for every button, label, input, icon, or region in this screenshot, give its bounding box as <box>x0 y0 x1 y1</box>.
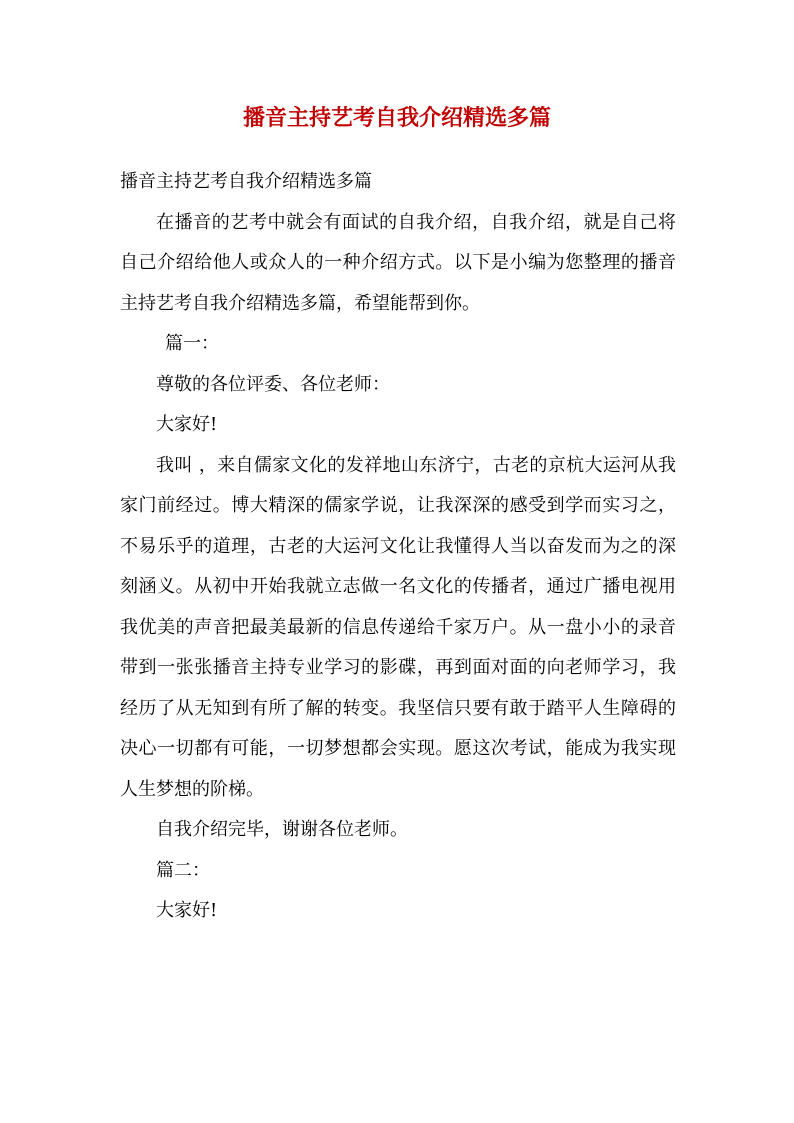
section-heading-1: 篇一： <box>165 333 219 354</box>
hello-line-1: 大家好! <box>156 414 218 435</box>
greeting-teachers: 尊敬的各位评委、各位老师： <box>156 373 390 395</box>
intro-paragraph: 在播音的艺考中就会有面试的自我介绍，自我介绍，就是自己将自己介绍给他人或众人的一种介绍方式。以下是小编为您整理的播音主持艺考自我介绍精选多篇，希望能帮到你。 <box>120 211 676 314</box>
body-paragraph-1: 我叫 ，来自儒家文化的发祥地山东济宁，古老的京杭大运河从我家门前经过。博大精深的儒家学说，让我深深的感受到学而实习之，不易乐乎的道理，古老的大运河文化让我懂得人当以奋发而为之的深刻涵义。从初中开始我就立志做一名文化的传播者，通过广播电视用我优美的声音把最美最新的信息传递给千家万户。从一盘小小的录音带到一张张播音主持专业学习的影碟，再到面对面的向老师学习，我经历了从无知到有所了解的转变。我坚信只要有敢于踏平人生障碍的决心一切都有可能，一切梦想都会实现。愿这次考试，能成为我实现人生梦想的阶梯。 <box>120 454 676 800</box>
document-body <box>120 162 676 932</box>
hello-line-2: 大家好! <box>156 900 218 921</box>
section-heading-2: 篇二： <box>156 859 210 881</box>
closing-line-1: 自我介绍完毕，谢谢各位老师。 <box>156 819 408 840</box>
document-title: 播音主持艺考自我介绍精选多篇 <box>242 105 551 131</box>
document-subtitle: 播音主持艺考自我介绍精选多篇 <box>120 171 372 192</box>
